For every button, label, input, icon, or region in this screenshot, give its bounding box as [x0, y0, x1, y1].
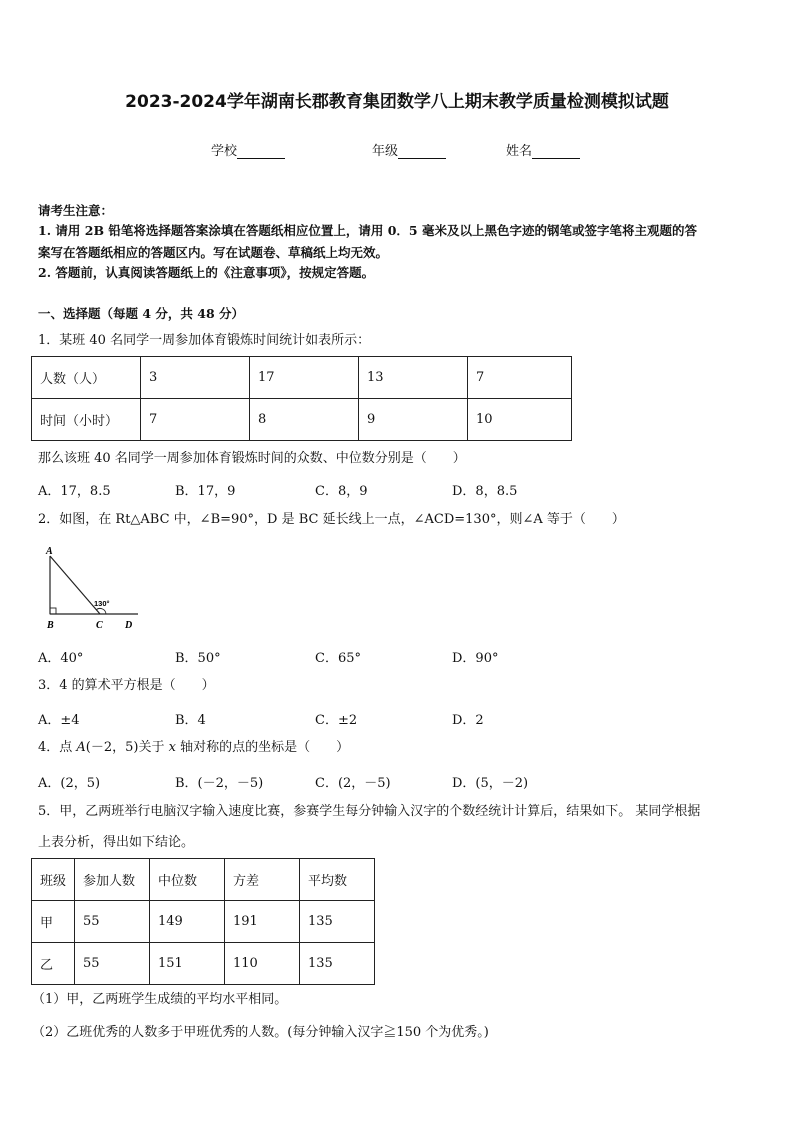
q4-stem-post: (－2，5)关于 [85, 740, 169, 755]
q5-table [31, 858, 375, 985]
q5-cell: 151 [150, 943, 225, 985]
label-c: C [96, 620, 103, 631]
q3-option-b[interactable]: B．4 [175, 713, 206, 728]
q4-option-b[interactable]: B．(－2，－5) [175, 776, 264, 791]
q2-option-a[interactable]: A．40° [38, 651, 84, 666]
q1-row-time [32, 399, 572, 441]
label-a: A [46, 546, 53, 557]
q3-stem: 3．4 的算术平方根是（ ） [38, 678, 215, 693]
q5-header-row [32, 859, 375, 901]
notice-line-3: 2. 答题前，认真阅读答题纸上的《注意事项》，按规定答题。 [38, 265, 375, 280]
page-title: 2023-2024学年湖南长郡教育集团数学八上期末教学质量检测模拟试题 [125, 92, 669, 112]
school-field [211, 140, 285, 159]
q3-option-a[interactable]: A．±4 [38, 713, 80, 728]
q4-point: A [76, 740, 86, 755]
q4-stem [38, 739, 349, 757]
section-heading: 一、选择题（每题 4 分，共 48 分） [38, 306, 245, 321]
notice-heading: 请考生注意： [38, 203, 114, 218]
q4-option-a[interactable]: A．(2，5) [38, 776, 101, 791]
q5-row-yi [32, 943, 375, 985]
school-label: 学校 [211, 144, 238, 159]
q5-cell: 149 [150, 901, 225, 943]
q1-cell: 9 [359, 399, 468, 441]
student-info-row [0, 140, 794, 162]
label-b: B [47, 620, 54, 631]
q5-cell: 135 [300, 901, 375, 943]
q2-option-c[interactable]: C．65° [315, 651, 361, 666]
q1-cell: 8 [250, 399, 359, 441]
q5-cell: 平均数 [300, 859, 375, 901]
q1-option-b[interactable]: B．17，9 [175, 484, 236, 499]
q5-cell: 110 [225, 943, 300, 985]
q3-option-d[interactable]: D．2 [452, 713, 484, 728]
name-label: 姓名 [506, 144, 533, 159]
q5-conclusion-1: （1）甲，乙两班学生成绩的平均水平相同。 [32, 992, 288, 1007]
name-blank[interactable] [532, 144, 580, 159]
q1-cell: 时间（小时） [32, 399, 141, 441]
q4-stem-pre: 4．点 [38, 740, 77, 755]
q4-option-d[interactable]: D．(5，－2) [452, 776, 529, 791]
q5-stem-2: 上表分析，得出如下结论。 [38, 835, 195, 850]
q5-cell: 参加人数 [75, 859, 150, 901]
q5-cell: 乙 [32, 943, 75, 985]
side-ac [50, 556, 100, 614]
q1-option-d[interactable]: D．8，8.5 [452, 484, 518, 499]
q5-conclusion-2: （2）乙班优秀的人数多于甲班优秀的人数。(每分钟输入汉字≧150 个为优秀。) [32, 1025, 489, 1040]
q5-cell: 甲 [32, 901, 75, 943]
angle-label: 130° [94, 599, 110, 608]
name-field [506, 140, 580, 159]
q5-stem-1: 5．甲，乙两班举行电脑汉字输入速度比赛，参赛学生每分钟输入汉字的个数经统计计算后，结果如下。 某同学根据 [38, 804, 701, 819]
q1-option-c[interactable]: C．8，9 [315, 484, 368, 499]
q1-cell: 17 [250, 357, 359, 399]
q4-stem-end: 轴对称的点的坐标是（ ） [175, 740, 350, 755]
right-angle-mark [50, 608, 56, 614]
q1-cell: 人数（人） [32, 357, 141, 399]
q1-question: 那么该班 40 名同学一周参加体育锻炼时间的众数、中位数分别是（ ） [38, 451, 466, 466]
school-blank[interactable] [237, 144, 285, 159]
q3-option-c[interactable]: C．±2 [315, 713, 358, 728]
q1-cell: 3 [141, 357, 250, 399]
q5-row-jia [32, 901, 375, 943]
q1-stem: 1．某班 40 名同学一周参加体育锻炼时间统计如表所示： [38, 333, 371, 348]
q4-option-c[interactable]: C．(2，－5) [315, 776, 391, 791]
q1-cell: 7 [141, 399, 250, 441]
q1-table [31, 356, 572, 441]
q1-cell: 13 [359, 357, 468, 399]
q5-cell: 191 [225, 901, 300, 943]
q1-cell: 7 [468, 357, 572, 399]
grade-label: 年级 [372, 144, 399, 159]
triangle-figure [38, 544, 148, 632]
q5-cell: 中位数 [150, 859, 225, 901]
q1-option-a[interactable]: A．17，8.5 [38, 484, 111, 499]
q5-cell: 方差 [225, 859, 300, 901]
q5-cell: 55 [75, 901, 150, 943]
q2-option-b[interactable]: B．50° [175, 651, 221, 666]
q1-row-people [32, 357, 572, 399]
grade-field [372, 140, 446, 159]
q5-cell: 135 [300, 943, 375, 985]
notice-line-1: 1. 请用 2B 铅笔将选择题答案涂填在答题纸相应位置上，请用 0．5 毫米及以上黑色字迹的钢笔或签字笔将主观题的答 [38, 223, 697, 238]
label-d: D [125, 620, 133, 631]
q2-option-d[interactable]: D．90° [452, 651, 499, 666]
q5-cell: 55 [75, 943, 150, 985]
q5-cell: 班级 [32, 859, 75, 901]
q2-stem: 2．如图，在 Rt△ABC 中，∠B=90°，D 是 BC 延长线上一点，∠ACD=130°，则∠A 等于（ ） [38, 512, 625, 527]
grade-blank[interactable] [398, 144, 446, 159]
notice-line-2: 案写在答题纸相应的答题区内。写在试题卷、草稿纸上均无效。 [38, 245, 389, 260]
q1-cell: 10 [468, 399, 572, 441]
q4-axis: x [168, 740, 176, 755]
